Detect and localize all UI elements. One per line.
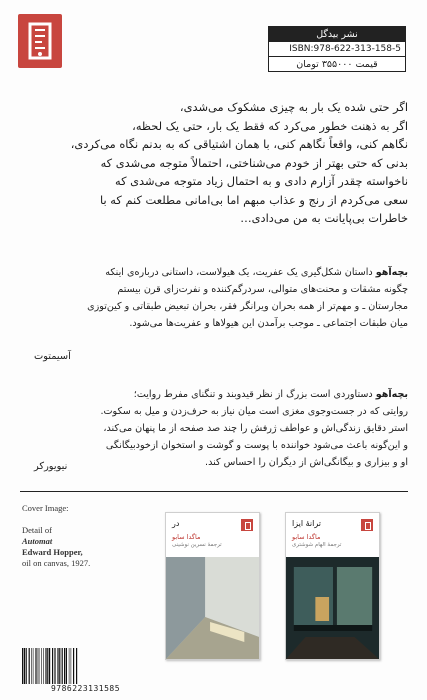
isbn-number: ISBN:978-622-313-158-5 — [269, 42, 405, 57]
caption-detail: Detail of — [22, 525, 52, 535]
review-blurb-1 — [34, 264, 408, 332]
excerpt-line: ناخواسته چقدر آزارم دادی و به احتمال زیاد متوجه می‌شدی که — [114, 174, 408, 188]
book-translator: ترجمهٔ الهام شوشتری — [292, 542, 342, 548]
excerpt-line: بدنی که حتی بهتر از خودم می‌شناختی، احتمالاً متوجه می‌شدی که — [100, 155, 408, 170]
book-title-mention: بچه‌آهو — [375, 389, 408, 400]
cover-painting-room-image — [166, 557, 259, 659]
caption-label: Cover Image: — [22, 503, 69, 513]
book-title-mention: بچه‌آهو — [375, 267, 408, 278]
review-source-2: نیویورکر — [34, 461, 68, 472]
cover-image-caption — [22, 503, 142, 569]
book-price: قیمت ۳۵۵۰۰۰ تومان — [296, 59, 378, 70]
excerpt-line: اگر حتی شده یک بار به چیزی مشکوک می‌شدی، — [179, 100, 408, 114]
review-line: او و بیزاری و بیگانگی‌اش از دیگران را احساس کند. — [205, 457, 408, 468]
barcode-number: 9786223131585 — [50, 684, 121, 693]
review-line: مجارستان ـ و مهم‌تر از همه بحران ویرانگر فقر، بحران تبعیض طبقاتی و کین‌توزی — [87, 301, 408, 312]
book-title: ترانهٔ ایزا — [292, 519, 322, 528]
book-translator: ترجمهٔ نسرین نوشینی — [172, 542, 222, 548]
review-line: استر دقایق زندگی‌اش و عواطف ژرفش را چند صد صفحه از ما پنهان می‌کند، — [103, 423, 408, 434]
caption-medium: oil on canvas, 1927. — [22, 558, 91, 568]
review-line: میان طبقات اجتماعی ـ موجب برآمدن این هیولاها و عفریت‌ها می‌شود. — [129, 318, 408, 329]
publisher-logo-icon — [18, 14, 62, 68]
excerpt-line: نگاهم کنی، واقعاً نگاهم کنی، با همان اشتیاقی که به بدنم نگاه می‌کردی، — [70, 137, 408, 151]
section-divider — [20, 491, 408, 492]
publisher-mark-icon — [241, 519, 253, 531]
caption-artwork: Automat — [22, 536, 53, 546]
publisher-mark-icon — [361, 519, 373, 531]
excerpt-line: سعی می‌کردم از رنج و عذاب مبهم اما بی‌امانی مطلعت کنم که با — [100, 192, 408, 207]
review-line: بچه‌آهو داستان شکل‌گیری یک عفریت، یک هیولاست، داستانی درباره‌ی اینکه — [105, 267, 408, 278]
book-author: ماگدا سابو — [292, 533, 321, 541]
review-source-1: آسیمتوت — [34, 351, 71, 362]
review-line: روایتی که در جست‌وجوی مغزی است میان نیاز به حرف‌زدن و میل به سکوت. — [100, 406, 408, 417]
review-line: چگونه مشقات و محنت‌های متوالی، سردرگم‌کننده و نفرت‌زای قرن بیستم — [117, 284, 408, 295]
review-blurb-2 — [34, 386, 408, 471]
book-author: ماگدا سابو — [172, 533, 201, 541]
excerpt-line: خاطرات بی‌پایانت به من می‌دادی… — [240, 211, 408, 225]
isbn-barcode — [20, 648, 151, 684]
book-title: در — [172, 519, 180, 528]
publisher-info-box — [268, 26, 406, 72]
cover-painting-window-image — [286, 557, 379, 659]
review-line: و این‌گونه باعث می‌شود خواننده با پوست و گوشت و استخوان ازخودبیگانگی — [105, 440, 408, 451]
book-cover-iza-ballad — [285, 512, 380, 660]
book-cover-der — [165, 512, 260, 660]
publisher-name: نشر بیدگل — [269, 27, 405, 42]
related-books — [150, 504, 400, 672]
review-line: بچه‌آهو دستاوردی است بزرگ از نظر قیدوبند و تنگنای مفرط روایت؛ — [133, 389, 408, 400]
caption-artist: Edward Hopper, — [22, 547, 83, 557]
excerpt-line: اگر به ذهنت خطور می‌کرد که فقط یک بار، حتی یک لحظه، — [132, 118, 408, 133]
excerpt-quote — [34, 98, 408, 228]
